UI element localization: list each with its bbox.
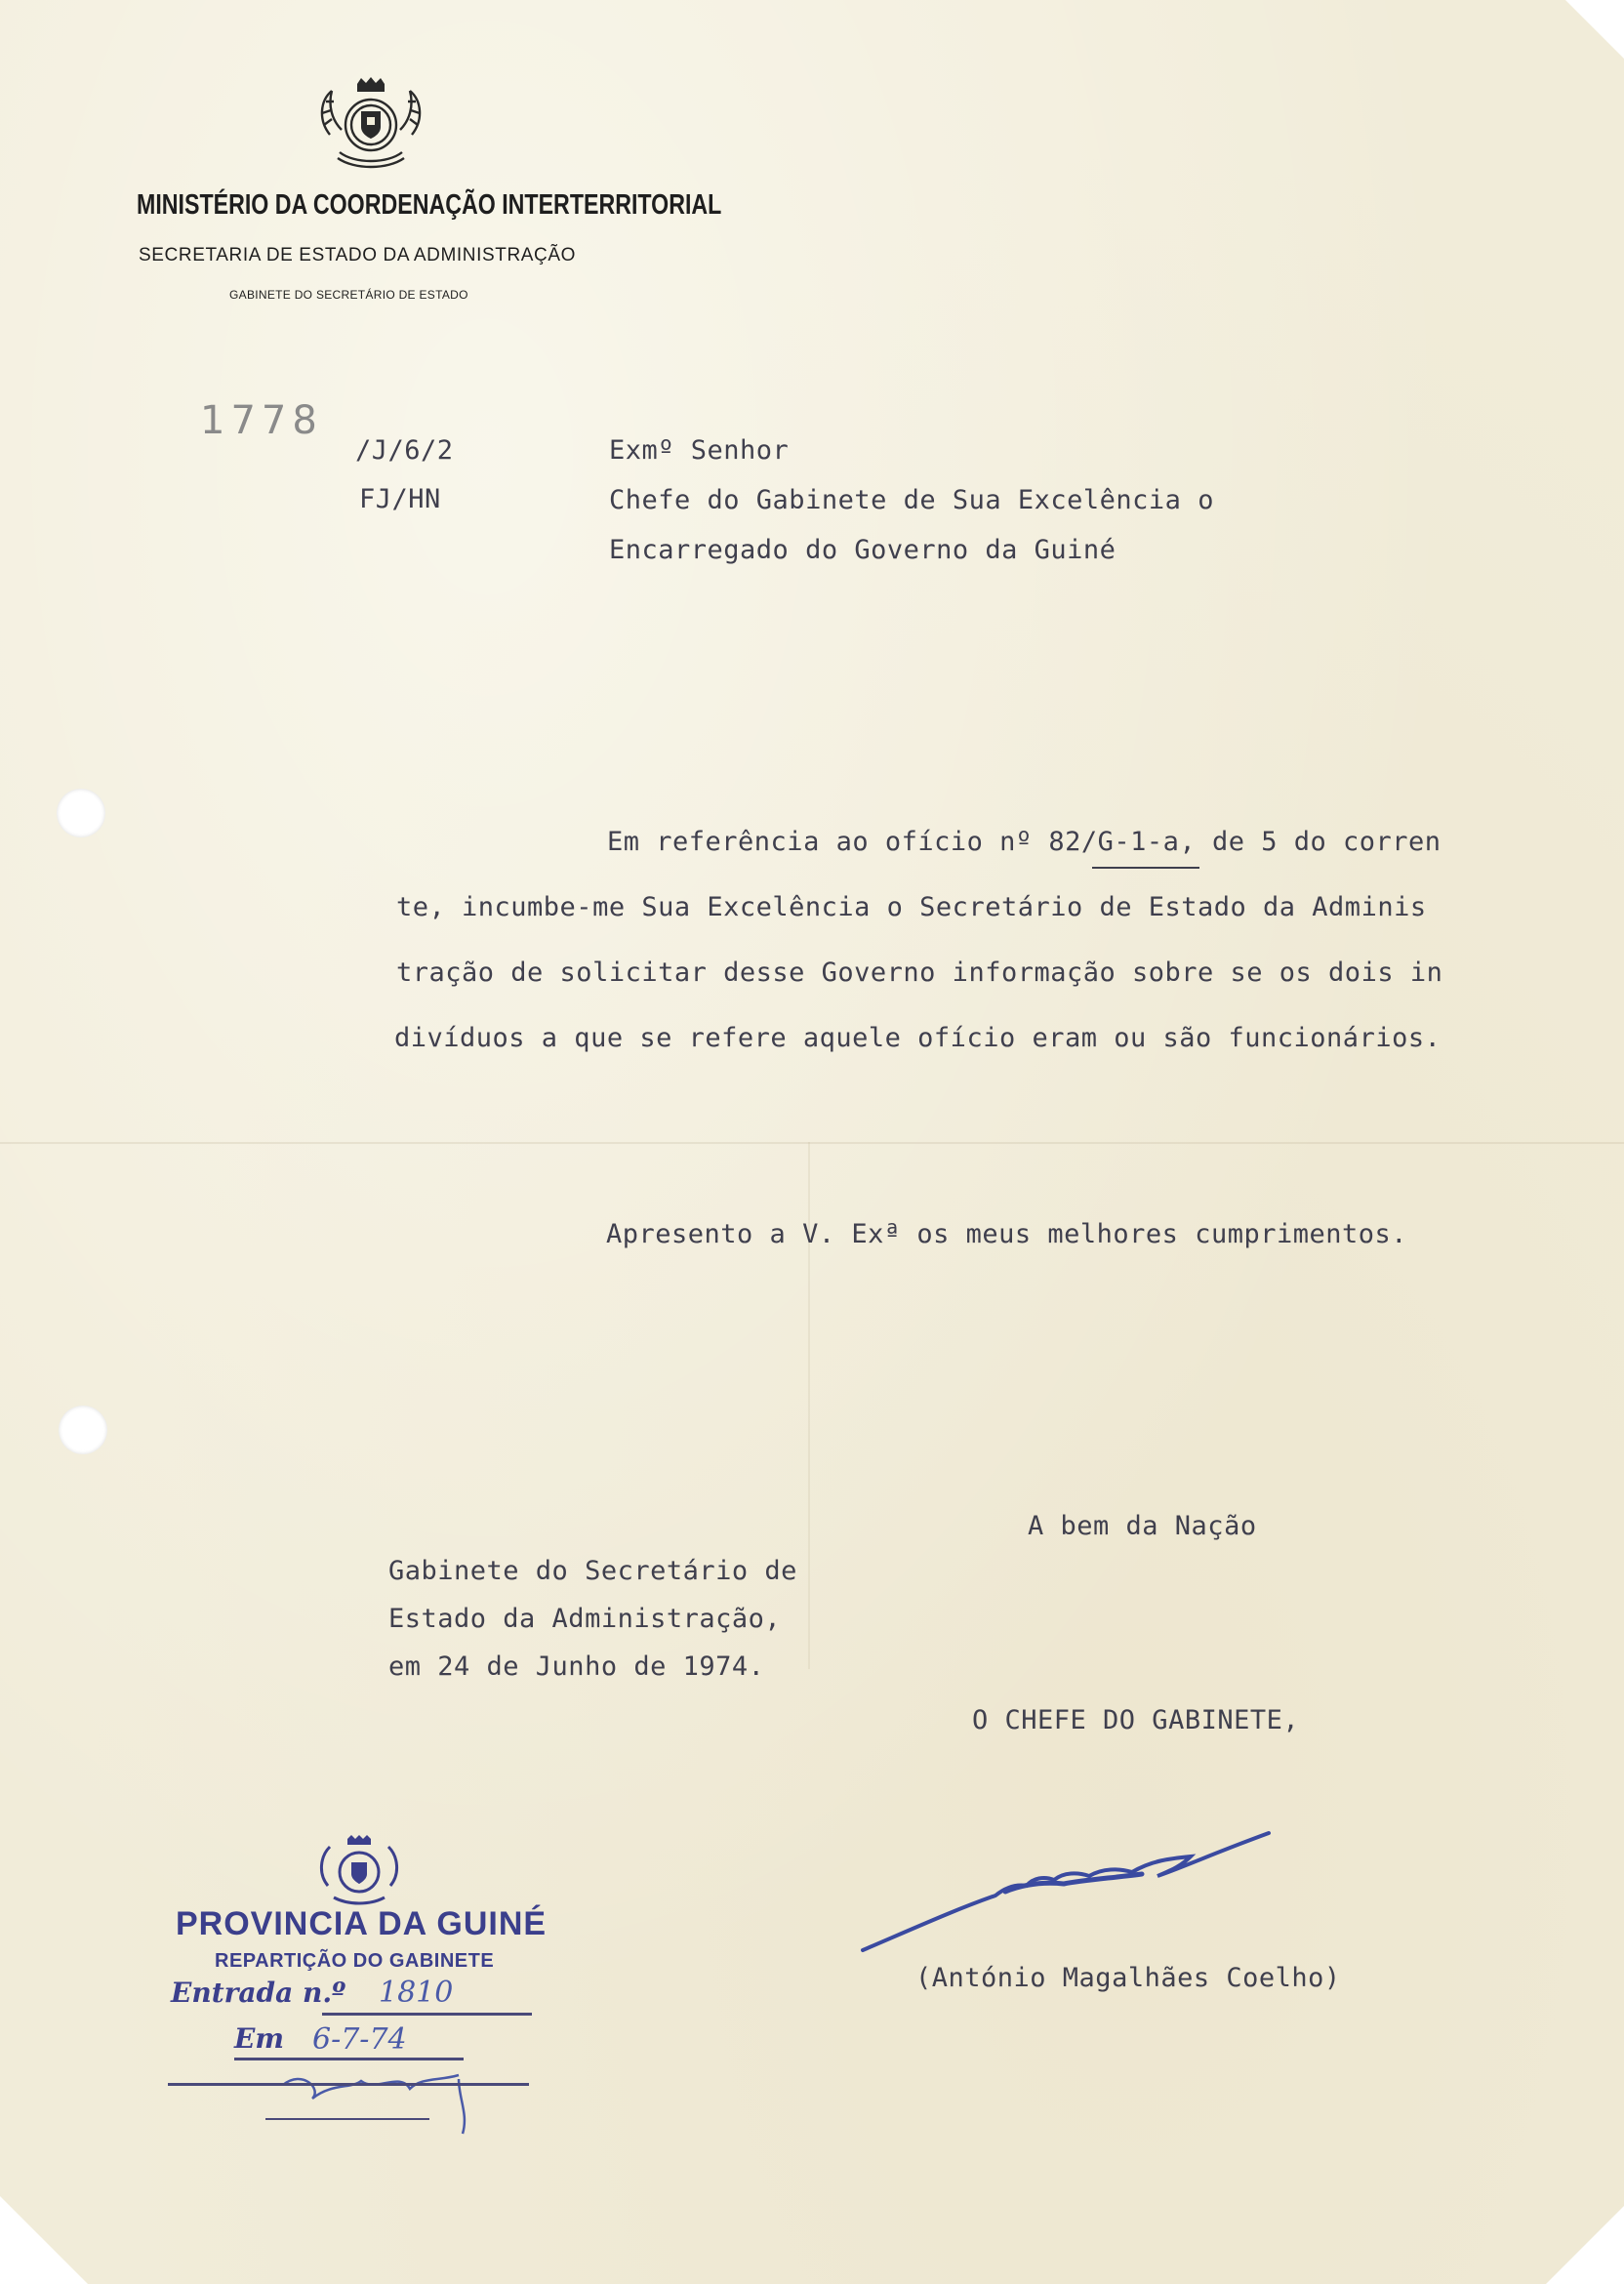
stamp-department: REPARTIÇÃO DO GABINETE [215,1950,495,1972]
punch-hole-top [57,789,105,837]
worn-corner-top-right [1565,0,1624,59]
motto: A bem da Nação [1028,1511,1257,1541]
coat-of-arms-icon [310,76,431,172]
place-line-2: Estado da Administração, [388,1604,782,1634]
addressee-salutation: Exmº Senhor [609,435,790,466]
body-line-3: tração de solicitar desse Governo informação sobre se os dois in [396,958,1443,988]
stamp-province: PROVINCIA DA GUINÉ [176,1905,548,1942]
secretariat-name: SECRETARIA DE ESTADO DA ADMINISTRAÇÃO [139,245,577,265]
reference-initials: FJ/HN [359,484,441,514]
reference-code: /J/6/2 [355,435,454,466]
stamp-bottom-rule [265,2118,429,2120]
office-name: GABINETE DO SECRETÁRIO DE ESTADO [229,288,468,302]
reference-underline [1092,867,1199,869]
body-line-1: Em referência ao ofício nº 82/G-1-a, de 5 do corren [607,827,1441,857]
signer-title: O CHEFE DO GABINETE, [972,1705,1300,1735]
reference-number: 1778 [200,398,323,443]
addressee-line-1: Chefe do Gabinete de Sua Excelência o [609,485,1214,515]
stamp-entry-label: Entrada n.º [171,1977,346,2009]
torn-corner-bottom-left [0,2196,88,2284]
stamp-initials-scribble [166,2060,537,2138]
punch-hole-bottom [59,1406,107,1454]
stamp-signature-rule [168,2083,529,2086]
signatory-name: (António Magalhães Coelho) [915,1963,1341,1993]
closing-line: Apresento a V. Exª os meus melhores cumprimentos. [606,1219,1408,1249]
addressee-line-2: Encarregado do Governo da Guiné [609,535,1116,565]
stamp-date-label: Em [234,2022,284,2055]
stamp-entry-number: 1810 [379,1976,454,2010]
fold-line-horizontal [0,1142,1624,1144]
stamp-entry-rule [322,2013,532,2016]
stamp-date-value: 6-7-74 [312,2022,407,2057]
ministry-name: MINISTÉRIO DA COORDENAÇÃO INTERTERRITORIAL [137,189,722,221]
body-line-4: divíduos a que se refere aquele ofício eram ou são funcionários. [394,1023,1441,1053]
torn-corner-bottom-right [1546,2206,1624,2284]
stamp-crest-icon [314,1835,404,1905]
handwritten-signature [859,1819,1279,1956]
body-line-2: te, incumbe-me Sua Excelência o Secretário de Estado da Adminis [396,892,1427,922]
place-line-1: Gabinete do Secretário de [388,1556,797,1586]
date-line: em 24 de Junho de 1974. [388,1652,765,1682]
